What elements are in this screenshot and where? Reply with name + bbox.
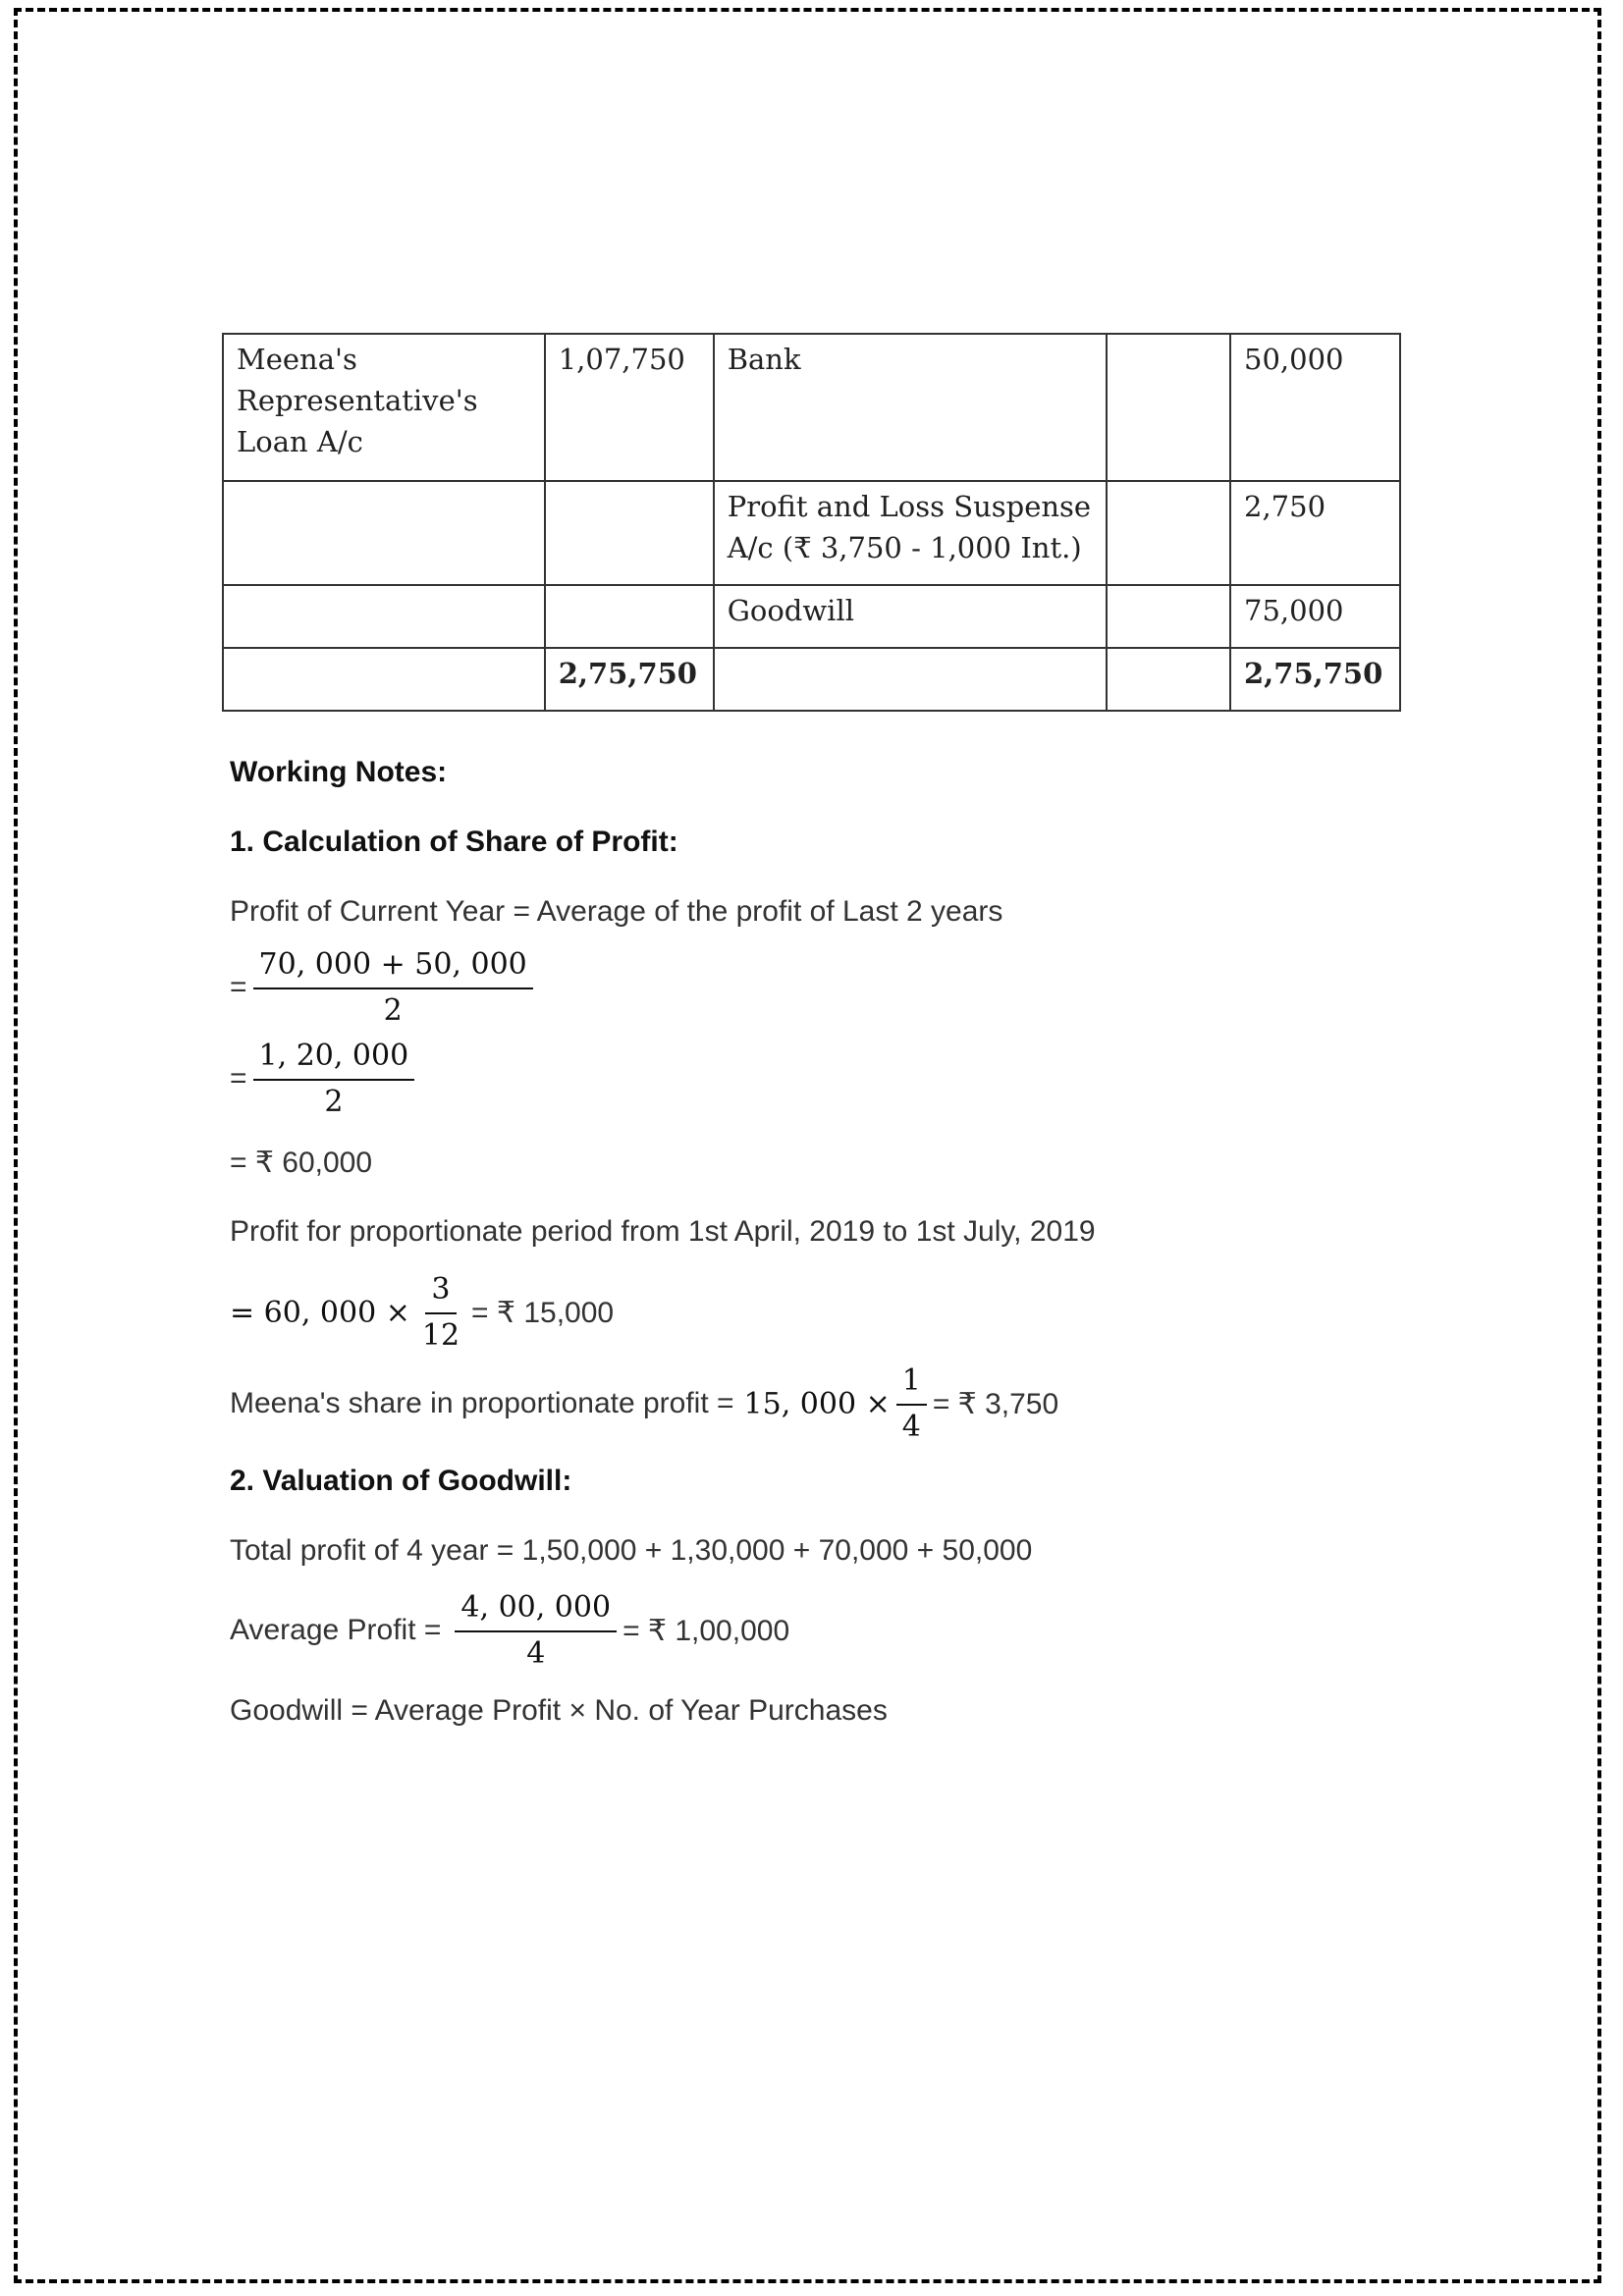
table-cell: [1107, 481, 1230, 585]
table-cell: 75,000: [1230, 585, 1400, 648]
equation-line: [230, 1590, 789, 1671]
table-cell: 50,000: [1230, 334, 1400, 481]
table-cell: Profit and Loss Suspense A/c (₹ 3,750 - 1,000 Int.): [714, 481, 1107, 585]
table-cell: [545, 585, 714, 648]
table-cell: Meena's Representative's Loan A/c: [223, 334, 545, 481]
equals-sign: =: [230, 1062, 247, 1095]
fraction: [253, 947, 533, 1028]
table-total-row: [223, 648, 1400, 711]
text-line: Profit of Current Year = Average of the profit of Last 2 years: [230, 895, 1003, 928]
fraction-numerator: 4, 00, 000: [455, 1590, 617, 1632]
table-row: [223, 334, 1400, 481]
fraction-numerator: 3: [425, 1272, 456, 1314]
result-text: = ₹ 3,750: [932, 1387, 1059, 1420]
text-line: Profit for proportionate period from 1st April, 2019 to 1st July, 2019: [230, 1215, 1096, 1248]
fraction-numerator: 1: [896, 1363, 927, 1406]
fraction-denominator: 4: [526, 1636, 546, 1671]
table-cell: [1107, 648, 1230, 711]
equation-line: [230, 1039, 420, 1119]
table-cell: 2,75,750: [1230, 648, 1400, 711]
equation-line: [230, 1363, 1058, 1444]
table-cell: [223, 648, 545, 711]
table-cell: [1107, 585, 1230, 648]
result-text: = ₹ 15,000: [471, 1296, 615, 1329]
text-line: Total profit of 4 year = 1,50,000 + 1,30,000 + 70,000 + 50,000: [230, 1534, 1033, 1567]
table-cell: [223, 585, 545, 648]
fraction: [416, 1272, 465, 1353]
table-cell: [714, 648, 1107, 711]
equation-line: [230, 947, 539, 1028]
ledger-table: [222, 333, 1401, 712]
section-heading: 2. Valuation of Goodwill:: [230, 1465, 572, 1497]
section-heading: 1. Calculation of Share of Profit:: [230, 826, 678, 858]
notes-title: Working Notes:: [230, 756, 448, 788]
fraction: [896, 1363, 927, 1444]
table-cell: Bank: [714, 334, 1107, 481]
fraction: [455, 1590, 617, 1671]
result-line: = ₹ 60,000: [230, 1147, 373, 1179]
table-cell: 2,75,750: [545, 648, 714, 711]
text-label: Average Profit =: [230, 1614, 442, 1646]
fraction-numerator: 1, 20, 000: [253, 1039, 415, 1081]
fraction-denominator: 4: [901, 1410, 921, 1444]
equation-line: [230, 1272, 614, 1353]
fraction-denominator: 2: [324, 1085, 344, 1119]
fraction-denominator: 2: [383, 993, 403, 1028]
table-cell: 2,750: [1230, 481, 1400, 585]
text-line: Goodwill = Average Profit × No. of Year Purchases: [230, 1694, 888, 1727]
result-text: = ₹ 1,00,000: [622, 1614, 790, 1647]
table-row: [223, 481, 1400, 585]
math-expression: = 60, 000 ×: [230, 1295, 410, 1330]
text-label: Meena's share in proportionate profit =: [230, 1387, 734, 1419]
table-cell: [1107, 334, 1230, 481]
table-cell: Goodwill: [714, 585, 1107, 648]
table-row: [223, 585, 1400, 648]
fraction: [253, 1039, 415, 1119]
fraction-denominator: 12: [421, 1318, 460, 1353]
table-cell: [223, 481, 545, 585]
fraction-numerator: 70, 000 + 50, 000: [253, 947, 533, 989]
table-cell: 1,07,750: [545, 334, 714, 481]
equals-sign: =: [230, 971, 247, 1003]
math-expression: 15, 000 ×: [743, 1386, 891, 1421]
table-cell: [545, 481, 714, 585]
